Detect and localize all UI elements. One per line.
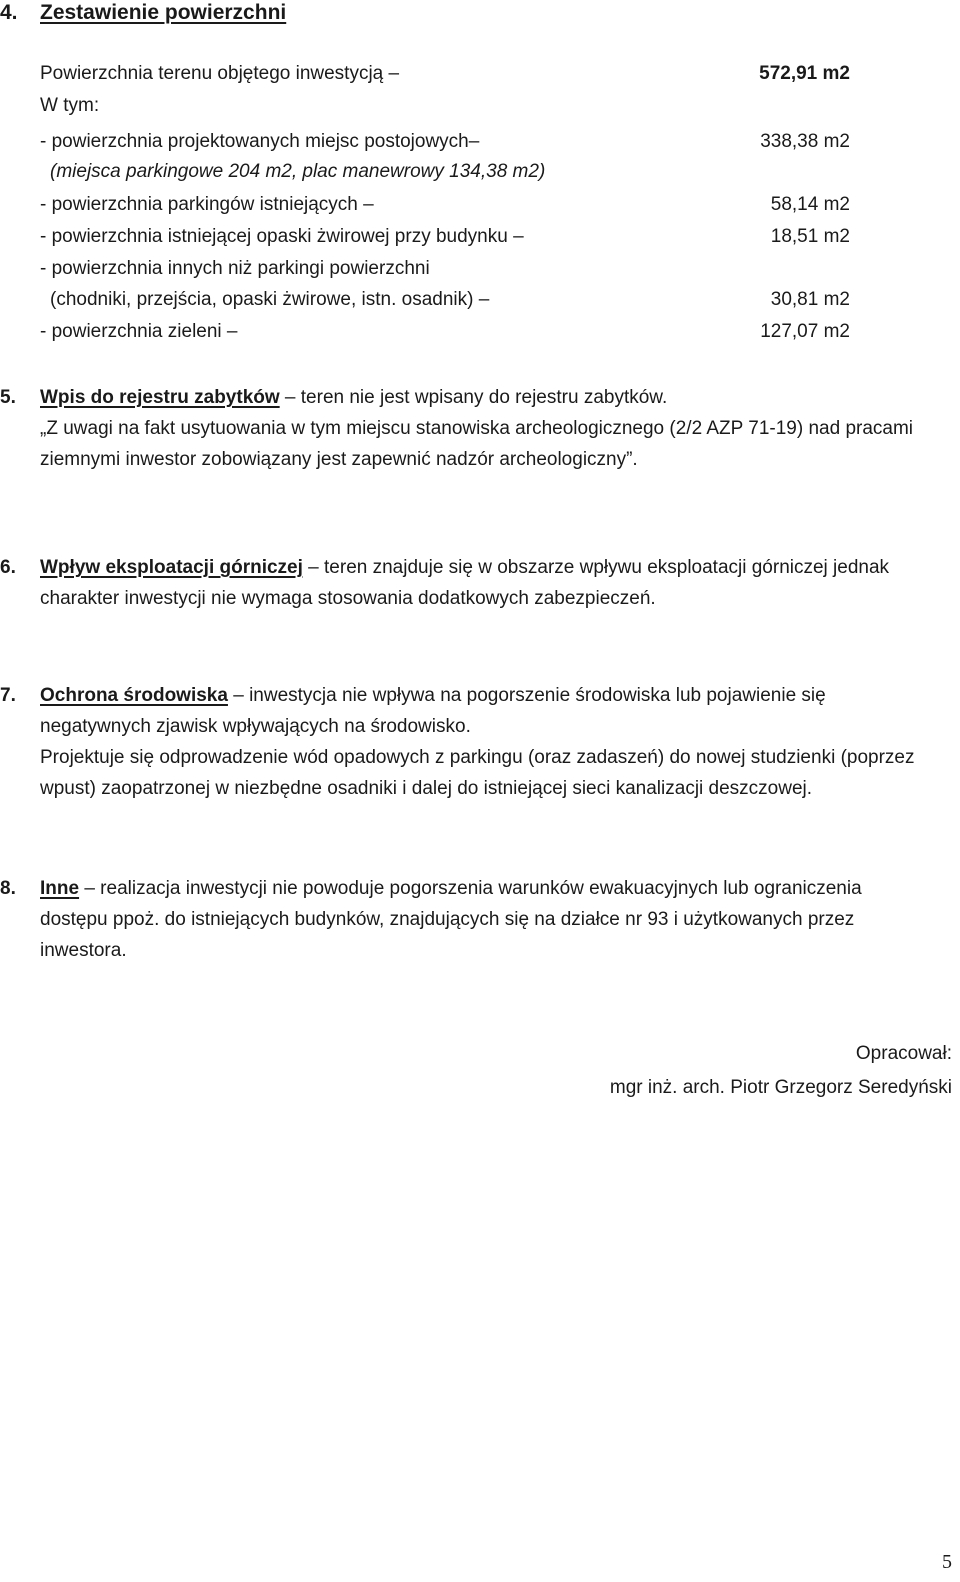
area-row-parking-projected <box>40 128 860 156</box>
signature-label: Opracował: <box>855 1043 952 1064</box>
area-row-label: (miejsca parkingowe 204 m2, plac manewrowy 134,38 m2) <box>50 161 546 182</box>
area-row-gravel-strip <box>40 223 860 251</box>
section-5 <box>0 382 930 475</box>
section-4-heading <box>0 0 286 26</box>
section-8-lead-paragraph <box>40 873 930 966</box>
area-row-value: 58,14 m2 <box>770 194 850 215</box>
area-row-value: 572,91 m2 <box>759 63 850 84</box>
section-6 <box>0 552 930 614</box>
area-row-label: - powierzchnia projektowanych miejsc postojowych– <box>40 131 480 152</box>
area-row-parking-detail <box>40 158 860 186</box>
area-row-label: - powierzchnia istniejącej opaski żwirowej przy budynku – <box>40 226 524 247</box>
area-row-other-surfaces-detail <box>40 286 860 314</box>
area-row-value: 30,81 m2 <box>770 289 850 310</box>
area-row-parking-existing <box>40 191 860 219</box>
section-6-lead-paragraph <box>40 552 930 614</box>
page-number: 5 <box>942 1551 952 1573</box>
section-8 <box>0 873 930 966</box>
area-row-label: - powierzchnia zieleni – <box>40 321 238 342</box>
section-7-title: Ochrona środowiska <box>40 685 228 706</box>
area-row-other-surfaces <box>40 255 860 283</box>
section-5-title: Wpis do rejestru zabytków <box>40 387 280 408</box>
area-row-value: 338,38 m2 <box>760 131 850 152</box>
section-5-lead-text: – teren nie jest wpisany do rejestru zabytków. <box>279 387 668 408</box>
section-5-lead-paragraph <box>40 382 930 413</box>
section-5-body-text: „Z uwagi na fakt usytuowania w tym miejscu stanowiska archeologicznego (2/2 AZP 71-19) nad pracami ziemnymi inwestor zobowiązany jest zapewnić nadzór archeologiczny”. <box>40 418 914 470</box>
section-7-number: 7. <box>0 685 16 706</box>
section-6-number: 6. <box>0 557 16 578</box>
signature-name: mgr inż. arch. Piotr Grzegorz Seredyński <box>609 1077 952 1098</box>
section-4-number: 4. <box>0 1 18 24</box>
section-7-lead-paragraph <box>40 680 930 742</box>
section-4-title: Zestawienie powierzchni <box>40 1 287 24</box>
section-7-body-text: Projektuje się odprowadzenie wód opadowych z parkingu (oraz zadaszeń) do nowej studzienki (poprzez wpust) zaopatrzonej w niezbędne osadniki i dalej do istniejącej sieci kanalizacji deszczowej. <box>40 747 915 799</box>
area-row-total <box>40 60 860 88</box>
section-6-lead-text: – teren znajduje się w obszarze wpływu eksploatacji górniczej jednak charakter inwestycji nie wymaga stosowania dodatkowych zabezpieczeń. <box>40 557 890 609</box>
section-8-lead-text: – realizacja inwestycji nie powoduje pogorszenia warunków ewakuacyjnych lub ograniczenia dostępu ppoż. do istniejących budynków, znajdujących się na działce nr 93 i użytkowanych przez inwestora. <box>40 878 862 961</box>
section-8-number: 8. <box>0 878 16 899</box>
area-row-label: - powierzchnia parkingów istniejących – <box>40 194 374 215</box>
area-row-greenery <box>40 318 860 346</box>
area-row-in-which <box>40 92 860 120</box>
section-5-number: 5. <box>0 387 16 408</box>
area-row-label: Powierzchnia terenu objętego inwestycją – <box>40 63 400 84</box>
section-6-title: Wpływ eksploatacji górniczej <box>40 557 303 578</box>
section-7-lead-text: – inwestycja nie wpływa na pogorszenie środowiska lub pojawienie się negatywnych zjawisk wpływających na środowisko. <box>40 685 826 737</box>
area-row-value: 18,51 m2 <box>770 226 850 247</box>
area-row-label: (chodniki, przejścia, opaski żwirowe, istn. osadnik) – <box>50 289 490 310</box>
section-7 <box>0 680 930 804</box>
area-row-label: - powierzchnia innych niż parkingi powierzchni <box>40 258 430 279</box>
area-row-value: 127,07 m2 <box>760 321 850 342</box>
area-row-label: W tym: <box>40 95 100 116</box>
signature-block <box>352 1037 952 1105</box>
section-8-title: Inne <box>40 878 80 899</box>
